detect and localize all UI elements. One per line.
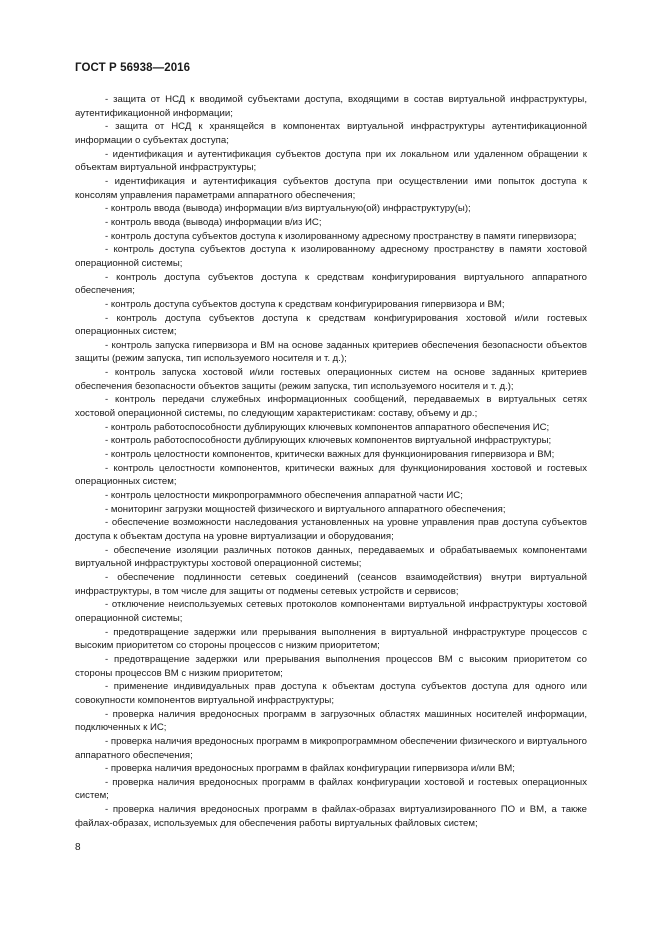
- list-item: - идентификация и аутентификация субъектов доступа при их локальном или удаленном обращении к объектам виртуальной инфраструктуры;: [75, 148, 587, 174]
- list-item: - контроль доступа субъектов доступа к изолированному адресному пространству в памяти хостовой операционной системы;: [75, 244, 587, 269]
- list-item: - контроль доступа субъектов доступа к изолированному адресному пространству в памяти гипервизора;: [105, 230, 577, 242]
- list-item: - обеспечение возможности наследования установленных на уровне управления прав доступа субъектов доступа к объектам доступа на уровне виртуализации и оборудования;: [75, 517, 587, 542]
- list-item: - обеспечение подлинности сетевых соединений (сеансов взаимодействия) внутри виртуальной инфраструктуры, в том числе для защиты от подмены сетевых устройств и сервисов;: [75, 571, 587, 597]
- list-item: - отключение неиспользуемых сетевых протоколов компонентами виртуальной инфраструктуры хостовой операционной системы;: [75, 599, 587, 624]
- list-item: - идентификация и аутентификация субъектов доступа при осуществлении ими попыток доступа к консолям управления параметрами аппаратного обеспечения;: [75, 175, 587, 201]
- list-item: - применение индивидуальных прав доступа к объектам доступа субъектов доступа для одного или совокупности компонентов виртуальной инфраструктуры;: [75, 681, 587, 706]
- list-item: - контроль целостности микропрограммного обеспечения аппаратной части ИС;: [105, 490, 463, 502]
- list-item: - контроль доступа субъектов доступа к средствам конфигурирования виртуального аппаратного обеспечения;: [75, 271, 587, 297]
- list-item: - проверка наличия вредоносных программ в файлах-образах виртуализированного ПО и ВМ, а также файлах-образах, используемых для обеспечения работы виртуальных файловых систем;: [75, 804, 587, 829]
- list-item: - контроль передачи служебных информационных сообщений, передаваемых в виртуальных сетях хостовой операционной системы, по следующим характеристикам: составу, объему и др.;: [75, 394, 587, 420]
- list-item: - обеспечение изоляции различных потоков данных, передаваемых и обрабатываемых компонентами виртуальной инфраструктуры хостовой операционной системы;: [75, 544, 587, 570]
- document-header: ГОСТ Р 56938—2016: [75, 62, 191, 74]
- list-item: - контроль целостности компонентов, критически важных для функционирования гипервизора и ВМ;: [105, 449, 555, 461]
- list-item: - мониторинг загрузки мощностей физического и виртуального аппаратного обеспечения;: [105, 503, 506, 515]
- list-item: - контроль работоспособности дублирующих ключевых компонентов аппаратного обеспечения ИС;: [105, 421, 550, 433]
- list-item: - защита от НСД к хранящейся в компонентах виртуальной инфраструктуры аутентификационной информации о субъектах доступа;: [75, 121, 587, 146]
- list-item: - контроль ввода (вывода) информации в/из ИС;: [105, 216, 322, 228]
- list-item: - контроль работоспособности дублирующих ключевых компонентов виртуальной инфраструктуры;: [105, 435, 552, 447]
- list-item: - контроль доступа субъектов доступа к средствам конфигурирования хостовой и/или гостевых операционных систем;: [75, 312, 587, 338]
- list-item: - проверка наличия вредоносных программ в файлах конфигурации гипервизора и/или ВМ;: [105, 763, 515, 775]
- list-item: - проверка наличия вредоносных программ в микропрограммном обеспечении физического и виртуального аппаратного обеспечения;: [75, 735, 587, 761]
- list-item: - защита от НСД к вводимой субъектами доступа, входящими в состав виртуальной инфраструктуры, аутентификационной информации;: [75, 94, 587, 119]
- list-item: - предотвращение задержки или прерывания выполнения в виртуальной инфраструктуре процессов с высоким приоритетом со стороны процессов с низким приоритетом;: [75, 626, 587, 652]
- list-item: - предотвращение задержки или прерывания выполнения процессов ВМ с высоким приоритетом со стороны процессов ВМ с низким приоритетом;: [75, 653, 587, 679]
- list-item: - контроль доступа субъектов доступа к средствам конфигурирования гипервизора и ВМ;: [105, 298, 505, 310]
- list-item: - проверка наличия вредоносных программ в файлах конфигурации хостовой и гостевых операционных систем;: [75, 776, 587, 802]
- page-number: 8: [75, 842, 81, 853]
- list-item: - контроль ввода (вывода) информации в/из виртуальную(ой) инфраструктуру(ы);: [105, 203, 471, 215]
- list-item: - контроль целостности компонентов, критически важных для функционирования хостовой и гостевых операционных систем;: [75, 462, 587, 488]
- list-item: - проверка наличия вредоносных программ в загрузочных областях машинных носителей информации, подключенных к ИС;: [75, 708, 587, 734]
- list-item: - контроль запуска гипервизора и ВМ на основе заданных критериев обеспечения безопасности объектов защиты (режим запуска, тип используемого носителя и т. д.);: [75, 339, 587, 365]
- body-text: [75, 93, 587, 830]
- list-item: - контроль запуска хостовой и/или гостевых операционных систем на основе заданных критериев обеспечения безопасности объектов защиты (режим запуска, тип используемого носителя и т. д.);: [75, 367, 587, 392]
